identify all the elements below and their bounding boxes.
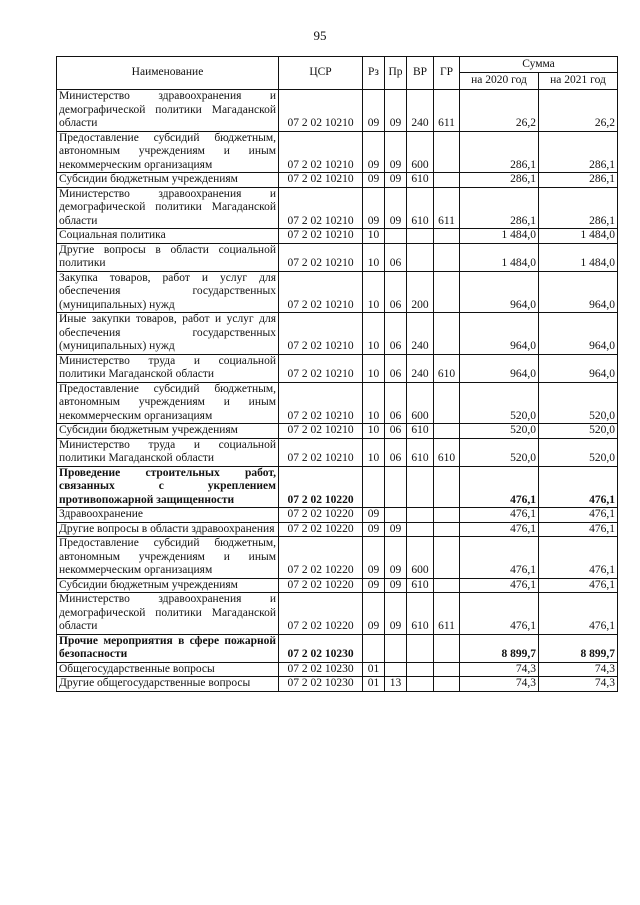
row-rz-cell: 01 bbox=[363, 662, 385, 677]
header-gr: ГР bbox=[434, 57, 460, 90]
row-pr-cell bbox=[385, 229, 407, 244]
row-gr-cell: 610 bbox=[434, 438, 460, 466]
row-name-cell: Предоставление субсидий бюджетным, автономным учреждениям и иным некоммерческим организациям bbox=[57, 537, 279, 579]
row-sum-2020-cell: 520,0 bbox=[460, 424, 539, 439]
row-gr-cell bbox=[434, 662, 460, 677]
row-pr-cell bbox=[385, 634, 407, 662]
row-sum-2020-cell: 74,3 bbox=[460, 677, 539, 692]
row-vr-cell bbox=[407, 677, 434, 692]
table-row bbox=[57, 382, 618, 424]
row-sum-2021-cell: 74,3 bbox=[539, 662, 618, 677]
row-csr-cell: 07 2 02 10210 bbox=[279, 187, 363, 229]
row-sum-2021-cell: 476,1 bbox=[539, 537, 618, 579]
row-rz-cell: 10 bbox=[363, 382, 385, 424]
row-csr-cell: 07 2 02 10210 bbox=[279, 424, 363, 439]
row-rz-cell: 10 bbox=[363, 438, 385, 466]
row-gr-cell bbox=[434, 271, 460, 313]
row-gr-cell bbox=[434, 537, 460, 579]
row-vr-cell bbox=[407, 522, 434, 537]
row-vr-cell: 240 bbox=[407, 313, 434, 355]
row-rz-cell: 09 bbox=[363, 522, 385, 537]
row-sum-2020-cell: 476,1 bbox=[460, 593, 539, 635]
row-vr-cell: 610 bbox=[407, 173, 434, 188]
row-name-cell: Другие вопросы в области социальной политики bbox=[57, 243, 279, 271]
row-sum-2020-cell: 964,0 bbox=[460, 271, 539, 313]
row-sum-2021-cell: 476,1 bbox=[539, 508, 618, 523]
row-sum-2021-cell: 476,1 bbox=[539, 466, 618, 508]
row-gr-cell bbox=[434, 578, 460, 593]
row-vr-cell bbox=[407, 243, 434, 271]
row-rz-cell bbox=[363, 466, 385, 508]
row-pr-cell: 06 bbox=[385, 424, 407, 439]
row-sum-2020-cell: 520,0 bbox=[460, 438, 539, 466]
row-sum-2020-cell: 74,3 bbox=[460, 662, 539, 677]
row-sum-2021-cell: 964,0 bbox=[539, 354, 618, 382]
table-row bbox=[57, 187, 618, 229]
row-sum-2021-cell: 26,2 bbox=[539, 90, 618, 132]
row-gr-cell bbox=[434, 522, 460, 537]
page-number: 95 bbox=[313, 28, 327, 43]
row-rz-cell: 10 bbox=[363, 354, 385, 382]
row-name-cell: Министерство здравоохранения и демографической политики Магаданской области bbox=[57, 187, 279, 229]
table-row bbox=[57, 537, 618, 579]
row-gr-cell bbox=[434, 508, 460, 523]
row-gr-cell bbox=[434, 313, 460, 355]
row-sum-2020-cell: 1 484,0 bbox=[460, 229, 539, 244]
row-pr-cell: 06 bbox=[385, 438, 407, 466]
row-pr-cell: 06 bbox=[385, 243, 407, 271]
table-row bbox=[57, 578, 618, 593]
row-pr-cell: 09 bbox=[385, 522, 407, 537]
row-vr-cell: 610 bbox=[407, 593, 434, 635]
row-sum-2020-cell: 476,1 bbox=[460, 537, 539, 579]
row-name-cell: Министерство труда и социальной политики Магаданской области bbox=[57, 438, 279, 466]
row-name-cell: Социальная политика bbox=[57, 229, 279, 244]
header-rz: Рз bbox=[363, 57, 385, 90]
row-vr-cell bbox=[407, 634, 434, 662]
row-sum-2020-cell: 476,1 bbox=[460, 578, 539, 593]
row-sum-2021-cell: 520,0 bbox=[539, 424, 618, 439]
row-vr-cell bbox=[407, 466, 434, 508]
row-vr-cell: 610 bbox=[407, 424, 434, 439]
row-name-cell: Проведение строительных работ, связанных с укреплением противопожарной защищенности bbox=[57, 466, 279, 508]
row-rz-cell: 10 bbox=[363, 313, 385, 355]
row-vr-cell: 600 bbox=[407, 382, 434, 424]
row-rz-cell: 09 bbox=[363, 593, 385, 635]
row-sum-2021-cell: 1 484,0 bbox=[539, 229, 618, 244]
row-sum-2021-cell: 286,1 bbox=[539, 187, 618, 229]
table-header bbox=[57, 57, 618, 90]
row-sum-2020-cell: 1 484,0 bbox=[460, 243, 539, 271]
row-vr-cell bbox=[407, 508, 434, 523]
table-row bbox=[57, 424, 618, 439]
row-sum-2020-cell: 8 899,7 bbox=[460, 634, 539, 662]
row-sum-2020-cell: 476,1 bbox=[460, 466, 539, 508]
table-row bbox=[57, 313, 618, 355]
row-csr-cell: 07 2 02 10210 bbox=[279, 243, 363, 271]
row-rz-cell: 09 bbox=[363, 508, 385, 523]
row-rz-cell: 10 bbox=[363, 229, 385, 244]
row-csr-cell: 07 2 02 10220 bbox=[279, 522, 363, 537]
header-sum: Сумма bbox=[460, 57, 618, 73]
row-csr-cell: 07 2 02 10210 bbox=[279, 382, 363, 424]
row-sum-2021-cell: 8 899,7 bbox=[539, 634, 618, 662]
row-sum-2020-cell: 286,1 bbox=[460, 131, 539, 173]
row-name-cell: Министерство здравоохранения и демографической политики Магаданской области bbox=[57, 593, 279, 635]
table-row bbox=[57, 466, 618, 508]
row-csr-cell: 07 2 02 10210 bbox=[279, 354, 363, 382]
row-sum-2021-cell: 964,0 bbox=[539, 271, 618, 313]
table-row bbox=[57, 508, 618, 523]
row-csr-cell: 07 2 02 10220 bbox=[279, 537, 363, 579]
row-gr-cell: 611 bbox=[434, 187, 460, 229]
row-sum-2020-cell: 964,0 bbox=[460, 354, 539, 382]
row-name-cell: Субсидии бюджетным учреждениям bbox=[57, 173, 279, 188]
row-pr-cell: 09 bbox=[385, 90, 407, 132]
row-csr-cell: 07 2 02 10210 bbox=[279, 131, 363, 173]
row-csr-cell: 07 2 02 10220 bbox=[279, 466, 363, 508]
row-gr-cell bbox=[434, 424, 460, 439]
row-vr-cell: 610 bbox=[407, 578, 434, 593]
row-sum-2021-cell: 964,0 bbox=[539, 313, 618, 355]
row-gr-cell bbox=[434, 243, 460, 271]
row-sum-2021-cell: 476,1 bbox=[539, 578, 618, 593]
row-pr-cell: 06 bbox=[385, 382, 407, 424]
row-rz-cell: 10 bbox=[363, 243, 385, 271]
table-row bbox=[57, 229, 618, 244]
row-vr-cell: 610 bbox=[407, 438, 434, 466]
row-name-cell: Министерство здравоохранения и демографической политики Магаданской области bbox=[57, 90, 279, 132]
row-csr-cell: 07 2 02 10210 bbox=[279, 271, 363, 313]
row-rz-cell: 10 bbox=[363, 424, 385, 439]
row-name-cell: Субсидии бюджетным учреждениям bbox=[57, 578, 279, 593]
row-gr-cell bbox=[434, 677, 460, 692]
row-csr-cell: 07 2 02 10210 bbox=[279, 173, 363, 188]
row-pr-cell: 09 bbox=[385, 593, 407, 635]
row-pr-cell: 09 bbox=[385, 537, 407, 579]
row-name-cell: Субсидии бюджетным учреждениям bbox=[57, 424, 279, 439]
row-pr-cell: 09 bbox=[385, 131, 407, 173]
row-csr-cell: 07 2 02 10230 bbox=[279, 662, 363, 677]
row-sum-2021-cell: 476,1 bbox=[539, 522, 618, 537]
row-sum-2021-cell: 286,1 bbox=[539, 173, 618, 188]
row-name-cell: Здравоохранение bbox=[57, 508, 279, 523]
row-gr-cell: 611 bbox=[434, 593, 460, 635]
row-name-cell: Предоставление субсидий бюджетным, автономным учреждениям и иным некоммерческим организациям bbox=[57, 131, 279, 173]
row-vr-cell: 240 bbox=[407, 90, 434, 132]
header-vr: ВР bbox=[407, 57, 434, 90]
table-row bbox=[57, 271, 618, 313]
row-sum-2021-cell: 1 484,0 bbox=[539, 243, 618, 271]
row-rz-cell bbox=[363, 634, 385, 662]
row-name-cell: Предоставление субсидий бюджетным, автономным учреждениям и иным некоммерческим организациям bbox=[57, 382, 279, 424]
row-rz-cell: 10 bbox=[363, 271, 385, 313]
row-gr-cell bbox=[434, 382, 460, 424]
row-rz-cell: 09 bbox=[363, 187, 385, 229]
row-sum-2020-cell: 476,1 bbox=[460, 508, 539, 523]
row-sum-2020-cell: 286,1 bbox=[460, 173, 539, 188]
row-gr-cell bbox=[434, 634, 460, 662]
row-name-cell: Закупка товаров, работ и услуг для обеспечения государственных (муниципальных) нужд bbox=[57, 271, 279, 313]
row-vr-cell bbox=[407, 229, 434, 244]
row-sum-2021-cell: 476,1 bbox=[539, 593, 618, 635]
table-row bbox=[57, 522, 618, 537]
table-row bbox=[57, 593, 618, 635]
row-pr-cell bbox=[385, 662, 407, 677]
row-csr-cell: 07 2 02 10220 bbox=[279, 578, 363, 593]
table-row bbox=[57, 243, 618, 271]
row-gr-cell bbox=[434, 173, 460, 188]
row-gr-cell bbox=[434, 229, 460, 244]
row-vr-cell: 610 bbox=[407, 187, 434, 229]
row-sum-2020-cell: 964,0 bbox=[460, 313, 539, 355]
row-rz-cell: 01 bbox=[363, 677, 385, 692]
table-row bbox=[57, 90, 618, 132]
row-sum-2021-cell: 74,3 bbox=[539, 677, 618, 692]
table-row bbox=[57, 677, 618, 692]
row-rz-cell: 09 bbox=[363, 90, 385, 132]
header-year-2020: на 2020 год bbox=[460, 73, 539, 90]
table-row bbox=[57, 438, 618, 466]
row-vr-cell: 240 bbox=[407, 354, 434, 382]
table-body bbox=[57, 90, 618, 692]
row-gr-cell bbox=[434, 131, 460, 173]
row-pr-cell bbox=[385, 466, 407, 508]
row-rz-cell: 09 bbox=[363, 131, 385, 173]
header-pr: Пр bbox=[385, 57, 407, 90]
row-vr-cell: 600 bbox=[407, 537, 434, 579]
table-row bbox=[57, 354, 618, 382]
table-row bbox=[57, 131, 618, 173]
budget-table bbox=[56, 56, 618, 692]
row-pr-cell bbox=[385, 508, 407, 523]
row-csr-cell: 07 2 02 10230 bbox=[279, 677, 363, 692]
row-rz-cell: 09 bbox=[363, 173, 385, 188]
row-name-cell: Другие вопросы в области здравоохранения bbox=[57, 522, 279, 537]
table-row bbox=[57, 173, 618, 188]
row-sum-2021-cell: 520,0 bbox=[539, 382, 618, 424]
row-pr-cell: 13 bbox=[385, 677, 407, 692]
row-csr-cell: 07 2 02 10220 bbox=[279, 508, 363, 523]
header-csr: ЦСР bbox=[279, 57, 363, 90]
row-gr-cell bbox=[434, 466, 460, 508]
row-name-cell: Министерство труда и социальной политики Магаданской области bbox=[57, 354, 279, 382]
header-name: Наименование bbox=[57, 57, 279, 90]
row-vr-cell: 600 bbox=[407, 131, 434, 173]
row-csr-cell: 07 2 02 10220 bbox=[279, 593, 363, 635]
row-csr-cell: 07 2 02 10210 bbox=[279, 438, 363, 466]
header-year-2021: на 2021 год bbox=[539, 73, 618, 90]
row-sum-2020-cell: 520,0 bbox=[460, 382, 539, 424]
row-pr-cell: 09 bbox=[385, 187, 407, 229]
row-sum-2020-cell: 476,1 bbox=[460, 522, 539, 537]
row-pr-cell: 09 bbox=[385, 173, 407, 188]
row-vr-cell bbox=[407, 662, 434, 677]
row-pr-cell: 09 bbox=[385, 578, 407, 593]
row-csr-cell: 07 2 02 10230 bbox=[279, 634, 363, 662]
table-row bbox=[57, 662, 618, 677]
row-csr-cell: 07 2 02 10210 bbox=[279, 90, 363, 132]
row-rz-cell: 09 bbox=[363, 578, 385, 593]
row-name-cell: Прочие мероприятия в сфере пожарной безопасности bbox=[57, 634, 279, 662]
row-pr-cell: 06 bbox=[385, 354, 407, 382]
row-sum-2020-cell: 26,2 bbox=[460, 90, 539, 132]
row-sum-2020-cell: 286,1 bbox=[460, 187, 539, 229]
row-pr-cell: 06 bbox=[385, 271, 407, 313]
row-rz-cell: 09 bbox=[363, 537, 385, 579]
row-name-cell: Другие общегосударственные вопросы bbox=[57, 677, 279, 692]
row-csr-cell: 07 2 02 10210 bbox=[279, 229, 363, 244]
row-name-cell: Общегосударственные вопросы bbox=[57, 662, 279, 677]
row-name-cell: Иные закупки товаров, работ и услуг для обеспечения государственных (муниципальных) нужд bbox=[57, 313, 279, 355]
row-sum-2021-cell: 286,1 bbox=[539, 131, 618, 173]
row-vr-cell: 200 bbox=[407, 271, 434, 313]
row-csr-cell: 07 2 02 10210 bbox=[279, 313, 363, 355]
row-pr-cell: 06 bbox=[385, 313, 407, 355]
row-sum-2021-cell: 520,0 bbox=[539, 438, 618, 466]
row-gr-cell: 610 bbox=[434, 354, 460, 382]
table-row bbox=[57, 634, 618, 662]
row-gr-cell: 611 bbox=[434, 90, 460, 132]
